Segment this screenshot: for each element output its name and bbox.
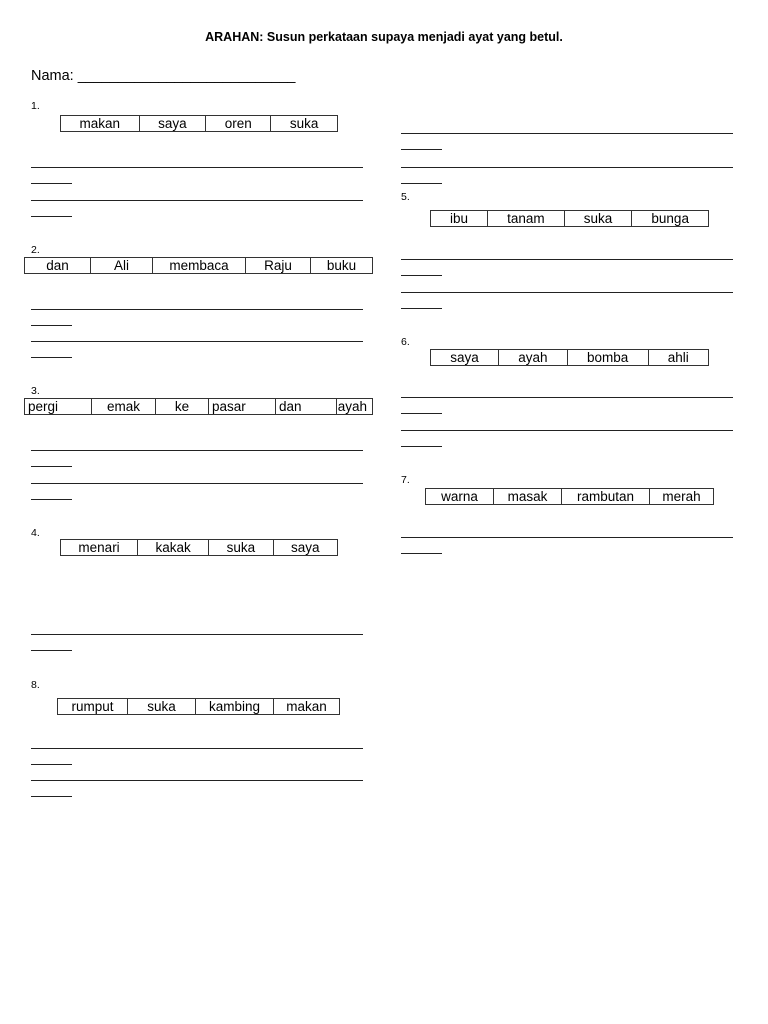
answer-line[interactable] <box>31 483 363 484</box>
answer-line[interactable] <box>31 200 363 201</box>
word-box: masak <box>494 489 562 504</box>
answer-line-tail <box>31 650 72 651</box>
answer-line-tail <box>31 325 72 326</box>
answer-line[interactable] <box>401 259 733 260</box>
word-box: makan <box>61 116 140 131</box>
answer-line-tail <box>31 499 72 500</box>
word-box: ahli <box>667 350 689 365</box>
answer-line-tail <box>31 216 72 217</box>
answer-line[interactable] <box>401 430 733 431</box>
question-5-word-boxes <box>430 210 709 227</box>
answer-line[interactable] <box>31 748 363 749</box>
word-box: saya <box>291 540 320 555</box>
word-box: rambutan <box>562 489 650 504</box>
word-box: kakak <box>138 540 209 555</box>
answer-line-tail <box>401 446 442 447</box>
word-box: ayah <box>337 399 367 414</box>
question-6-number: 6. <box>401 336 410 348</box>
answer-line-tail <box>401 275 442 276</box>
word-box: suka <box>289 116 319 131</box>
word-box: dan <box>276 399 337 414</box>
question-4-word-boxes <box>60 539 338 556</box>
answer-line[interactable] <box>401 133 733 134</box>
word-box: Raju <box>246 258 311 273</box>
answer-line-tail <box>31 183 72 184</box>
answer-line[interactable] <box>31 341 363 342</box>
answer-line-tail <box>31 357 72 358</box>
word-box: Ali <box>91 258 153 273</box>
word-box: bunga <box>651 211 689 226</box>
word-box: menari <box>61 540 138 555</box>
word-box: pergi <box>25 399 92 414</box>
answer-line[interactable] <box>401 537 733 538</box>
answer-line[interactable] <box>31 309 363 310</box>
question-4-number: 4. <box>31 527 40 539</box>
word-box: ke <box>156 399 209 414</box>
answer-line[interactable] <box>31 634 363 635</box>
question-1-number: 1. <box>31 100 40 112</box>
answer-line-tail <box>31 796 72 797</box>
word-box: makan <box>286 699 327 714</box>
word-box: warna <box>426 489 494 504</box>
word-box: ibu <box>431 211 488 226</box>
answer-line[interactable] <box>31 167 363 168</box>
word-box: ayah <box>499 350 568 365</box>
question-5-number: 5. <box>401 191 410 203</box>
answer-line-tail <box>401 183 442 184</box>
answer-line[interactable] <box>31 450 363 451</box>
answer-line-tail <box>401 308 442 309</box>
name-field-label[interactable]: Nama: ___________________________ <box>31 68 296 84</box>
word-box: kambing <box>196 699 274 714</box>
worksheet-title: ARAHAN: Susun perkataan supaya menjadi ayat yang betul. <box>205 30 563 44</box>
answer-line-tail <box>401 553 442 554</box>
answer-line-tail <box>31 466 72 467</box>
word-box: merah <box>662 489 701 504</box>
answer-line[interactable] <box>401 292 733 293</box>
question-6-word-boxes <box>430 349 709 366</box>
word-box: buku <box>326 258 357 273</box>
question-8-word-boxes <box>57 698 340 715</box>
answer-line-tail <box>401 149 442 150</box>
word-box: saya <box>140 116 207 131</box>
word-box: suka <box>128 699 196 714</box>
question-2-word-boxes <box>24 257 373 274</box>
answer-line-tail <box>31 764 72 765</box>
question-7-word-boxes <box>425 488 714 505</box>
word-box: tanam <box>488 211 565 226</box>
word-box: bomba <box>568 350 649 365</box>
word-box: pasar <box>209 399 276 414</box>
answer-line-tail <box>401 413 442 414</box>
question-3-number: 3. <box>31 385 40 397</box>
answer-line[interactable] <box>401 167 733 168</box>
word-box: oren <box>206 116 271 131</box>
answer-line[interactable] <box>31 780 363 781</box>
answer-line[interactable] <box>401 397 733 398</box>
question-8-number: 8. <box>31 679 40 691</box>
word-box: dan <box>25 258 91 273</box>
question-7-number: 7. <box>401 474 410 486</box>
word-box: membaca <box>153 258 246 273</box>
question-2-number: 2. <box>31 244 40 256</box>
word-box: saya <box>431 350 499 365</box>
word-box: rumput <box>58 699 128 714</box>
question-3-word-boxes <box>24 398 373 415</box>
word-box: suka <box>209 540 273 555</box>
word-box: suka <box>565 211 633 226</box>
word-box: emak <box>92 399 156 414</box>
question-1-word-boxes <box>60 115 338 132</box>
